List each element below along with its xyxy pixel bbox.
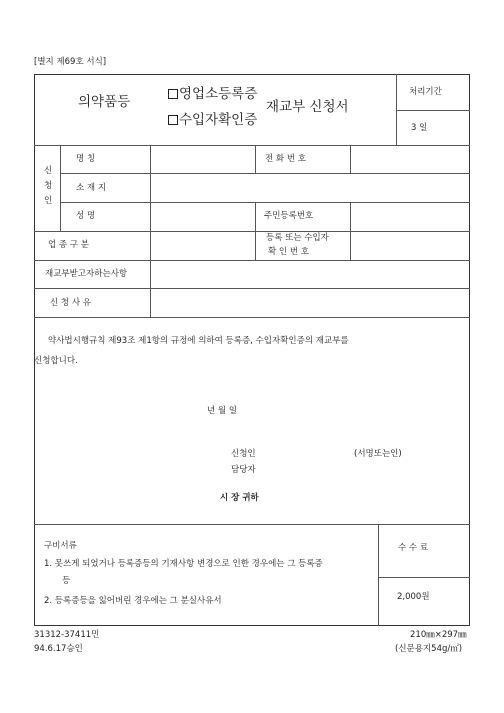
checkbox-business-registration[interactable] [168,89,178,99]
business-type-label: 업 종 구 분 [48,240,89,250]
applicant-side-label: 인 [44,196,53,206]
divider [60,202,470,203]
paper-type: (신문용지54g/㎡) [395,644,463,654]
address-field[interactable] [152,176,468,200]
application-reason-label: 신 청 사 유 [50,298,91,308]
signature-note: (서명또는인) [354,449,402,459]
processing-period-label: 처리기간 [409,87,442,97]
phone-field[interactable] [352,148,468,172]
resident-number-label: 주민등록번호 [264,211,314,221]
paper-size: 210㎜×297㎜ [410,630,467,640]
divider [350,145,351,174]
title-option-label: 영업소등록증 [179,86,258,102]
required-document-item: 1. 못쓰게 되었거나 등록증등의 기재사항 변경으로 인한 경우에는 그 등록증 [44,559,323,569]
divider [396,110,470,111]
title-option-business-registration [168,88,257,102]
divider [34,145,470,146]
divider [350,202,351,260]
divider [378,577,470,578]
checkbox-importer-confirmation[interactable] [168,115,178,125]
statement-text: 약사법시행규칙 제93조 제1항의 규정에 의하여 등록증, 수입자확인증의 재교부를 [48,336,349,346]
applicant-signature-label: 신청인 [231,449,256,459]
form-code: 31312-37411민 [34,630,100,640]
reissue-item-label: 재교부받고자하는사항 [45,269,128,279]
business-type-field[interactable] [152,234,254,258]
applicant-side-label: 청 [44,181,53,191]
divider [255,202,256,260]
divider [34,288,470,289]
registration-number-label: 등록 또는 수입자 [266,233,329,243]
title-prefix: 의약품등 [78,94,131,110]
fee-value: 2,000원 [397,592,430,602]
form-number-label: [별지 제69호 서식] [34,57,107,67]
approval-date: 94.6.17승인 [34,644,83,654]
title-option-label: 수입자확인증 [179,112,258,128]
company-name-label: 명 칭 [76,154,96,164]
fee-label: 수 수 료 [398,543,429,553]
application-reason-field[interactable] [152,291,468,315]
application-date: 년 월 일 [207,406,238,416]
divider [34,231,470,232]
addressee: 시 장 귀하 [220,493,259,503]
title-option-importer-confirmation [168,114,257,128]
person-name-label: 성 명 [76,211,96,221]
divider [60,145,61,231]
phone-label: 전 화 번 호 [265,154,306,164]
required-documents-title: 구비서류 [44,541,77,551]
divider [255,145,256,174]
registration-number-field[interactable] [352,234,468,258]
address-label: 소 재 지 [76,183,107,193]
title-suffix: 재교부 신청서 [266,99,349,115]
divider [150,260,151,317]
divider [150,145,151,260]
divider [60,173,470,174]
company-name-field[interactable] [152,148,254,172]
divider [34,260,470,261]
registration-number-label: 확 인 번 호 [268,247,309,257]
divider [34,524,470,525]
divider [378,524,379,626]
manager-label: 담당자 [231,465,256,475]
resident-number-field[interactable] [352,205,468,229]
divider [34,317,470,318]
statement-text: 신청합니다. [34,356,78,366]
reissue-item-field[interactable] [152,263,468,286]
applicant-side-label: 신 [44,166,53,176]
required-document-item: 2. 등록증등을 잃어버린 경우에는 그 분실사유서 [44,596,222,606]
processing-period-value: 3 일 [411,123,428,133]
person-name-field[interactable] [152,205,254,229]
required-document-item: 등 [62,576,71,586]
divider [396,74,397,145]
